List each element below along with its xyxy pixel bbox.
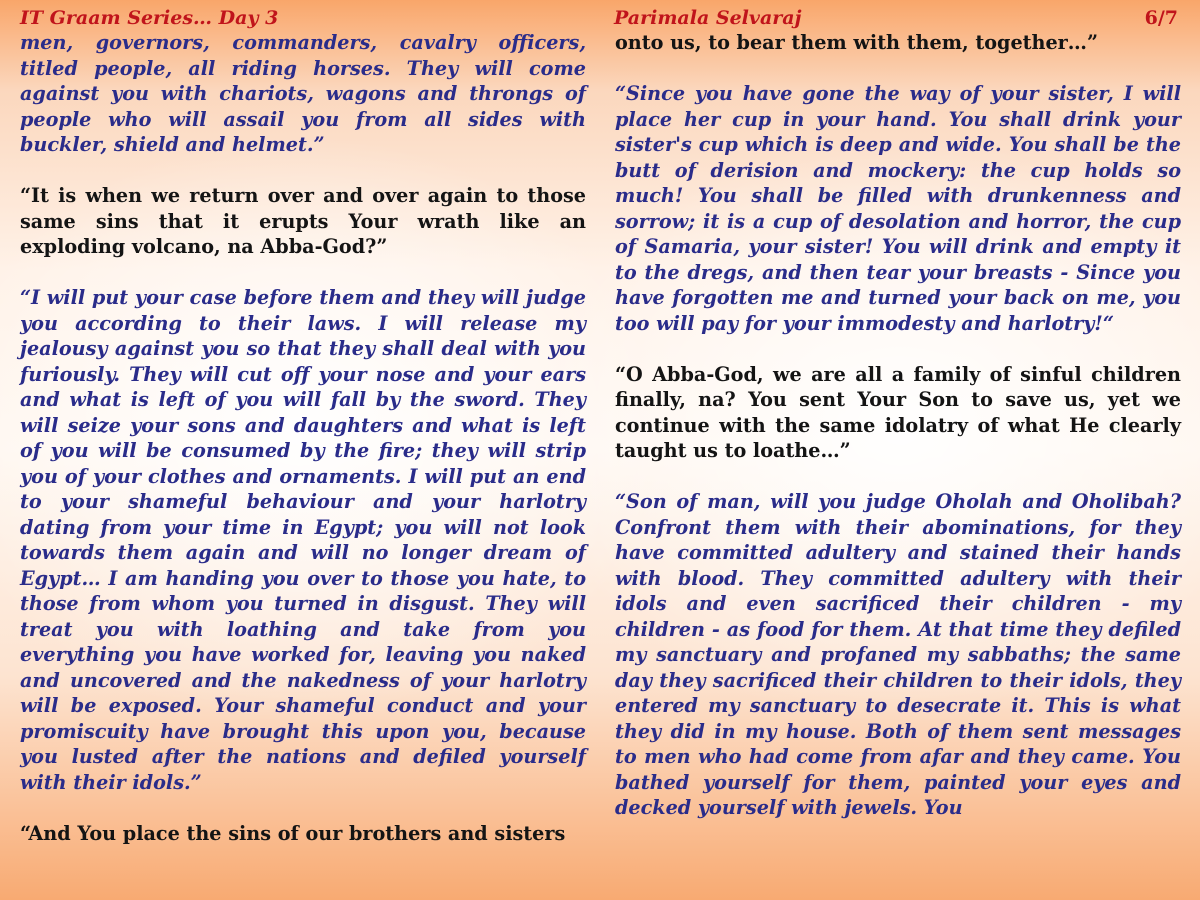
quote-paragraph: “I will put your case before them and they will judge you according to their laws. I will release my jealousy against you so that they shall deal with you furiously. They will cut off your nose and your ears and what is left of you will fall by the sword. They will seize your sons and daughters and what is left of you will be consumed by the fire; they will strip you of your clothes and ornaments. I will put an end to your shameful behaviour and your harlotry dating from your time in Egypt; you will not look towards them again and will no longer dream of Egypt… I am handing you over to those you hate, to those from whom you turned in disgust. They will treat you with loathing and take from you everything you have worked for, leaving you naked and uncovered and the nakedness of your harlotry will be exposed. Your shameful conduct and your promiscuity have brought this upon you, because you lusted after the nations and defiled yourself with their idols.”	[20, 286, 586, 794]
series-title: IT Graam Series… Day 3	[20, 7, 279, 29]
speaker-paragraph: “It is when we return over and over again to those same sins that it erupts Your wrath like an exploding volcano, na Abba-God?”	[20, 184, 586, 258]
quote-paragraph: men, governors, commanders, cavalry officers, titled people, all riding horses. They will come against you with chariots, wagons and throngs of people who will assail you from all sides with buckler, shield and helmet.”	[20, 31, 586, 156]
speaker-paragraph: “O Abba-God, we are all a family of sinful children finally, na? You sent Your Son to save us, yet we continue with the same idolatry of what He clearly taught us to loathe…”	[615, 362, 1181, 462]
quote-paragraph: “Since you have gone the way of your sister, I will place her cup in your hand. You shall drink your sister's cup which is deep and wide. You shall be the butt of derision and mockery: the cup holds so much! You shall be filled with drunkenness and sorrow; it is a cup of desolation and horror, the cup of Samaria, your sister! You will drink and empty it to the dregs, and then tear your breasts - Since you have forgotten me and turned your back on me, you too will pay for your immodesty and harlotry!“	[615, 82, 1181, 335]
quote-paragraph: “Son of man, will you judge Oholah and Oholibah? Confront them with their abominations, for they have committed adultery and stained their hands with blood. They committed adultery with their idols and even sacrificed their children - my children - as food for them. At that time they defiled my sanctuary and profaned my sabbaths; the same day they sacrificed their children to their idols, they entered my sanctuary to desecrate it. This is what they did in my house. Both of them sent messages to men who had come from afar and they came. You bathed yourself for them, painted your eyes and decked yourself with jewels. You	[615, 490, 1181, 819]
author-name: Parimala Selvaraj	[614, 7, 802, 29]
speaker-paragraph: “And You place the sins of our brothers and sisters	[20, 821, 566, 845]
speaker-paragraph: onto us, to bear them with them, together…”	[615, 31, 1099, 54]
right-column	[615, 30, 1181, 846]
page-number: 6/7	[1144, 7, 1178, 29]
left-column	[20, 30, 586, 872]
